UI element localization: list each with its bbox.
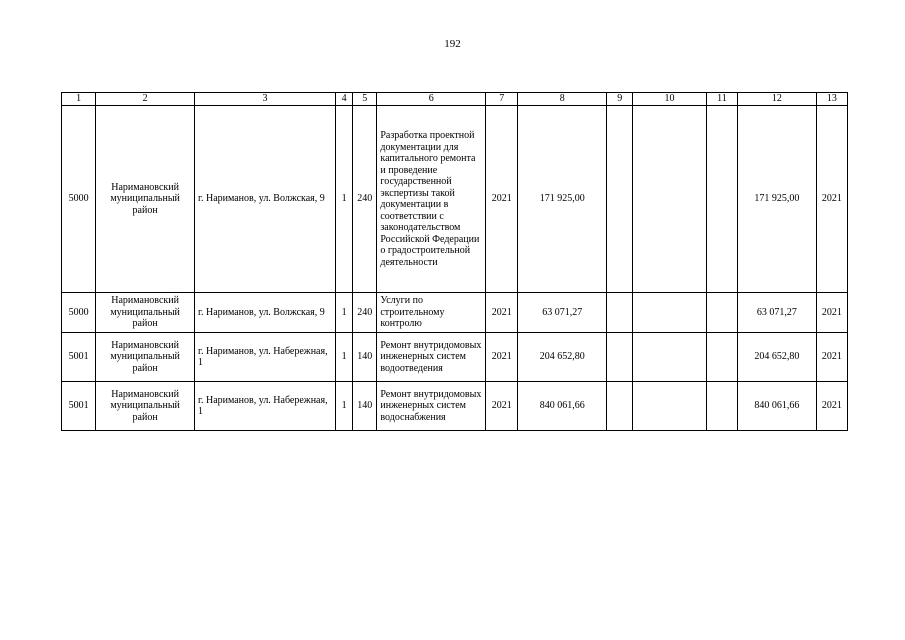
header-cell: 9: [607, 93, 633, 106]
cell-code: 5000: [62, 293, 96, 333]
table-row: [62, 333, 848, 382]
cell-address: г. Нариманов, ул. Волжская, 9: [195, 293, 336, 333]
cell-description: Ремонт внутридомовых инженерных систем водоотведения: [377, 333, 486, 382]
cell-col11: [706, 382, 737, 431]
header-cell: 3: [195, 93, 336, 106]
cell-total: 63 071,27: [738, 293, 817, 333]
cell-code: 5001: [62, 333, 96, 382]
table-row: [62, 382, 848, 431]
header-row: [62, 93, 848, 106]
header-cell: 4: [336, 93, 353, 106]
cell-col9: [607, 106, 633, 293]
cell-district: Наримановский муниципальный район: [96, 382, 195, 431]
cell-district: Наримановский муниципальный район: [96, 106, 195, 293]
cell-description: Ремонт внутридомовых инженерных систем водоснабжения: [377, 382, 486, 431]
cell-col9: [607, 382, 633, 431]
cell-col10: [633, 106, 707, 293]
cell-description: Разработка проектной документации для капитального ремонта и проведение государственной экспертизы такой документации в соответствии с законодательством Российской Федерации о градостроительной деятельности: [377, 106, 486, 293]
cell-col5: 140: [353, 382, 377, 431]
cell-total: 171 925,00: [738, 106, 817, 293]
header-cell: 11: [706, 93, 737, 106]
table-row: [62, 106, 848, 293]
cell-col11: [706, 333, 737, 382]
cell-year: 2021: [486, 106, 518, 293]
cell-col10: [633, 293, 707, 333]
cell-district: Наримановский муниципальный район: [96, 333, 195, 382]
cell-amount: 63 071,27: [518, 293, 607, 333]
cell-district: Наримановский муниципальный район: [96, 293, 195, 333]
cell-col10: [633, 333, 707, 382]
header-cell: 7: [486, 93, 518, 106]
cell-code: 5000: [62, 106, 96, 293]
header-cell: 13: [816, 93, 847, 106]
cell-amount: 840 061,66: [518, 382, 607, 431]
cell-total: 204 652,80: [738, 333, 817, 382]
cell-col4: 1: [336, 382, 353, 431]
header-cell: 2: [96, 93, 195, 106]
header-cell: 5: [353, 93, 377, 106]
cell-code: 5001: [62, 382, 96, 431]
cell-col9: [607, 293, 633, 333]
cell-address: г. Нариманов, ул. Волжская, 9: [195, 106, 336, 293]
cell-description: Услуги по строительному контролю: [377, 293, 486, 333]
header-cell: 12: [738, 93, 817, 106]
cell-col5: 240: [353, 106, 377, 293]
cell-col5: 140: [353, 333, 377, 382]
table-row: [62, 293, 848, 333]
cell-end-year: 2021: [816, 293, 847, 333]
cell-year: 2021: [486, 382, 518, 431]
cell-col11: [706, 106, 737, 293]
cell-address: г. Нариманов, ул. Набережная, 1: [195, 382, 336, 431]
cell-col4: 1: [336, 333, 353, 382]
header-cell: 6: [377, 93, 486, 106]
header-cell: 10: [633, 93, 707, 106]
cell-end-year: 2021: [816, 106, 847, 293]
cell-total: 840 061,66: [738, 382, 817, 431]
cell-col4: 1: [336, 293, 353, 333]
header-cell: 1: [62, 93, 96, 106]
cell-col5: 240: [353, 293, 377, 333]
cell-end-year: 2021: [816, 333, 847, 382]
cell-end-year: 2021: [816, 382, 847, 431]
cell-year: 2021: [486, 293, 518, 333]
cell-amount: 171 925,00: [518, 106, 607, 293]
cell-address: г. Нариманов, ул. Набережная, 1: [195, 333, 336, 382]
data-table: [61, 92, 848, 431]
cell-col4: 1: [336, 106, 353, 293]
cell-amount: 204 652,80: [518, 333, 607, 382]
cell-col9: [607, 333, 633, 382]
cell-year: 2021: [486, 333, 518, 382]
cell-col11: [706, 293, 737, 333]
page-number: 192: [444, 38, 461, 50]
header-cell: 8: [518, 93, 607, 106]
cell-col10: [633, 382, 707, 431]
